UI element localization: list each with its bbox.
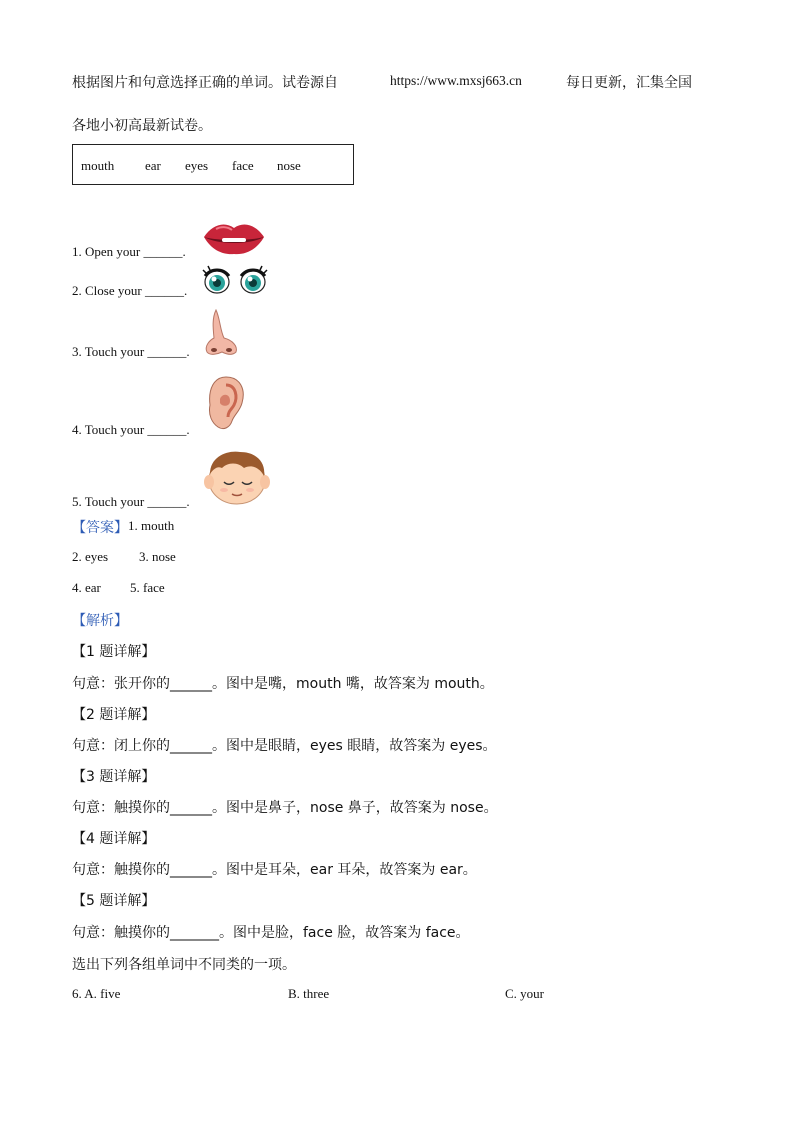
answer-1: 1. mouth <box>128 518 175 533</box>
answer-3: 3. nose <box>139 549 176 564</box>
answer-2: 2. eyes <box>72 549 109 564</box>
answer-5: 5. face <box>130 580 165 595</box>
question-5: 5. Touch your ______. <box>72 494 190 509</box>
question-1: 1. Open your ______. <box>72 244 186 259</box>
analysis-3-body: 句意：触摸你的______。图中是鼻子，nose 鼻子，故答案为 nose。 <box>72 800 498 816</box>
lips-icon <box>202 221 266 255</box>
analysis-label: 【解析】 <box>72 613 128 629</box>
analysis-3-head: 【3 题详解】 <box>72 769 156 785</box>
analysis-1-head: 【1 题详解】 <box>72 644 156 660</box>
word-bank-item: eyes <box>185 158 209 173</box>
question-6-option-c: C. your <box>505 986 544 1001</box>
face-icon <box>204 450 270 506</box>
intro-text-line2: 各地小初高最新试卷。 <box>72 118 212 134</box>
question-4: 4. Touch your ______. <box>72 422 190 437</box>
question-6-option-b: B. three <box>288 986 330 1001</box>
word-bank-item: ear <box>145 158 161 173</box>
source-link[interactable]: https://www.mxsj663.cn <box>390 73 522 88</box>
word-bank-item: nose <box>277 158 301 173</box>
section2-instruction: 选出下列各组单词中不同类的一项。 <box>72 957 296 973</box>
word-bank-box <box>72 144 354 185</box>
analysis-4-body: 句意：触摸你的______。图中是耳朵，ear 耳朵，故答案为 ear。 <box>72 862 477 878</box>
ear-icon <box>206 375 246 431</box>
answer-label: 【答案】 <box>72 520 128 536</box>
intro-text: 根据图片和句意选择正确的单词。试卷源自 <box>72 75 338 91</box>
word-bank-item: mouth <box>81 158 115 173</box>
intro-text-continued: 每日更新，汇集全国 <box>566 75 692 91</box>
eyes-icon <box>203 266 269 296</box>
analysis-4-head: 【4 题详解】 <box>72 831 156 847</box>
word-bank-item: face <box>232 158 254 173</box>
question-2: 2. Close your ______. <box>72 283 188 298</box>
nose-icon <box>204 308 240 356</box>
question-3: 3. Touch your ______. <box>72 344 190 359</box>
analysis-2-body: 句意：闭上你的______。图中是眼睛，eyes 眼睛，故答案为 eyes。 <box>72 738 497 754</box>
analysis-5-body: 句意：触摸你的_______。图中是脸，face 脸，故答案为 face。 <box>72 925 470 941</box>
analysis-2-head: 【2 题详解】 <box>72 707 156 723</box>
analysis-5-head: 【5 题详解】 <box>72 893 156 909</box>
question-6-option-a: 6. A. five <box>72 986 121 1001</box>
analysis-1-body: 句意：张开你的______。图中是嘴，mouth 嘴，故答案为 mouth。 <box>72 676 494 692</box>
answer-4: 4. ear <box>72 580 101 595</box>
